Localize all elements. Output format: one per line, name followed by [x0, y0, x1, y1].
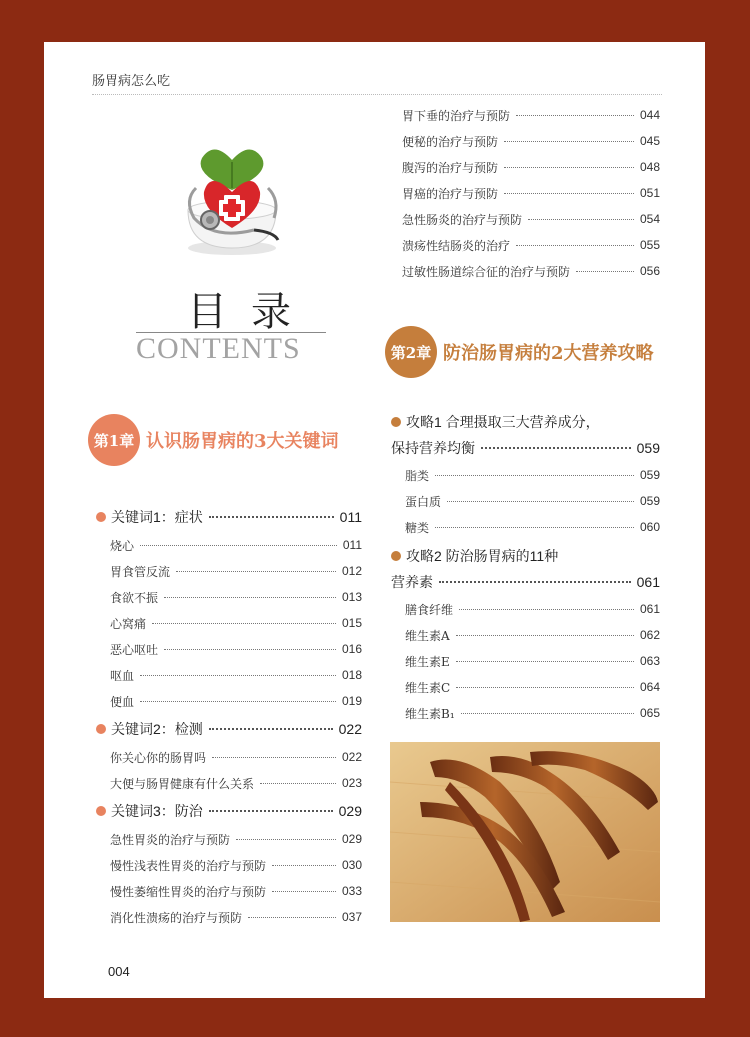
page-number: 022 — [338, 721, 362, 737]
entry-page: 022 — [341, 750, 362, 764]
toc-group-heading[interactable] — [391, 544, 660, 596]
dot-leader — [248, 917, 336, 918]
entry-label: 维生素B₁ — [405, 706, 455, 721]
entry-label: 腹泻的治疗与预防 — [402, 160, 499, 175]
dot-leader — [439, 581, 631, 583]
entry-label: 胃癌的治疗与预防 — [402, 186, 499, 201]
toc-group-heading[interactable] — [96, 718, 362, 740]
dot-leader — [456, 661, 634, 662]
dot-leader — [140, 545, 337, 546]
entry-label: 膳食纤维 — [405, 602, 454, 617]
entry-label: 慢性浅表性胃炎的治疗与预防 — [110, 858, 267, 873]
bullet-dot-icon — [96, 512, 106, 522]
entry-label: 呕血 — [110, 668, 135, 683]
entry-label: 恶心呕吐 — [110, 642, 159, 657]
toc-subtitle: CONTENTS — [136, 332, 301, 365]
bullet-dot-icon — [96, 806, 106, 816]
entry-page: 023 — [341, 776, 362, 790]
entry-page: 060 — [639, 520, 660, 534]
entry-label: 维生素E — [405, 654, 450, 669]
dot-leader — [504, 167, 634, 168]
toc-entry[interactable] — [388, 232, 660, 258]
toc-entry[interactable] — [391, 622, 660, 648]
toc-entry[interactable] — [388, 258, 660, 284]
dot-leader — [152, 623, 336, 624]
entry-label: 过敏性肠道综合征的治疗与预防 — [402, 264, 571, 279]
toc-entry[interactable] — [96, 584, 362, 610]
dot-leader — [140, 675, 336, 676]
bullet-dot-icon — [391, 551, 401, 561]
entry-label: 心窝痛 — [110, 616, 147, 631]
entry-label: 食欲不振 — [110, 590, 159, 605]
dot-leader — [164, 597, 336, 598]
dot-leader — [209, 516, 334, 518]
page-number: 011 — [339, 509, 362, 525]
entry-page: 055 — [639, 238, 660, 252]
entry-page: 044 — [639, 108, 660, 122]
entry-page: 048 — [639, 160, 660, 174]
heart-stethoscope-logo-icon — [174, 140, 289, 260]
dot-leader — [504, 141, 634, 142]
group-label: 攻略2 防治肠胃病的11种 — [406, 548, 559, 564]
chapter2-toc — [391, 410, 660, 726]
dot-leader — [435, 527, 634, 528]
group-label-cont: 营养素 — [391, 574, 433, 590]
entry-page: 029 — [341, 832, 362, 846]
dot-leader — [456, 687, 634, 688]
group-label: 关键词3：防治 — [111, 803, 203, 819]
entry-page: 019 — [341, 694, 362, 708]
toc-entry[interactable] — [96, 770, 362, 796]
entry-label: 糖类 — [405, 520, 430, 535]
page-number-footer: 004 — [108, 964, 130, 979]
chapter1-toc — [96, 506, 362, 930]
entry-label: 便血 — [110, 694, 135, 709]
chapter1-badge: 第1章 — [88, 414, 140, 466]
toc-entry[interactable] — [96, 558, 362, 584]
entry-label: 溃疡性结肠炎的治疗 — [402, 238, 511, 253]
toc-entry[interactable] — [96, 662, 362, 688]
dot-leader — [516, 245, 634, 246]
continued-toc — [388, 102, 660, 284]
dot-leader — [212, 757, 336, 758]
entry-page: 062 — [639, 628, 660, 642]
dot-leader — [260, 783, 336, 784]
entry-page: 045 — [639, 134, 660, 148]
chapter2-badge: 第2章 — [385, 326, 437, 378]
ginseng-photo — [390, 742, 660, 922]
entry-label: 慢性萎缩性胃炎的治疗与预防 — [110, 884, 267, 899]
chapter1-title: 认识肠胃病的3大关键词 — [146, 431, 339, 452]
entry-page: 030 — [341, 858, 362, 872]
entry-page: 018 — [341, 668, 362, 682]
group-label: 关键词1：症状 — [111, 509, 203, 525]
entry-page: 059 — [639, 468, 660, 482]
entry-label: 胃下垂的治疗与预防 — [402, 108, 511, 123]
toc-entry[interactable] — [388, 206, 660, 232]
toc-entry[interactable] — [96, 610, 362, 636]
entry-label: 大便与肠胃健康有什么关系 — [110, 776, 255, 791]
toc-entry[interactable] — [388, 128, 660, 154]
group-label: 攻略1 合理摄取三大营养成分， — [406, 414, 600, 430]
dot-leader — [447, 501, 634, 502]
entry-page: 051 — [639, 186, 660, 200]
page-number: 059 — [636, 440, 660, 456]
entry-label: 胃食管反流 — [110, 564, 171, 579]
entry-label: 急性肠炎的治疗与预防 — [402, 212, 523, 227]
toc-entry[interactable] — [96, 532, 362, 558]
toc-group-heading[interactable] — [96, 800, 362, 822]
entry-page: 063 — [639, 654, 660, 668]
entry-label: 维生素A — [405, 628, 450, 643]
toc-entry[interactable] — [96, 904, 362, 930]
dot-leader — [435, 475, 634, 476]
toc-entry[interactable] — [96, 878, 362, 904]
dot-leader — [528, 219, 634, 220]
dot-leader — [481, 447, 631, 449]
book-page — [44, 42, 705, 998]
dot-leader — [504, 193, 634, 194]
dot-leader — [236, 839, 336, 840]
toc-entry[interactable] — [391, 488, 660, 514]
entry-label: 消化性溃疡的治疗与预防 — [110, 910, 243, 925]
entry-page: 016 — [341, 642, 362, 656]
entry-page: 011 — [342, 538, 362, 552]
toc-entry[interactable] — [96, 852, 362, 878]
dot-leader — [272, 891, 336, 892]
entry-page: 015 — [341, 616, 362, 630]
toc-entry[interactable] — [391, 674, 660, 700]
dot-leader — [459, 609, 634, 610]
entry-label: 你关心你的肠胃吗 — [110, 750, 207, 765]
page-number: 061 — [636, 574, 660, 590]
chapter2-title: 防治肠胃病的2大营养攻略 — [443, 343, 654, 364]
entry-page: 033 — [341, 884, 362, 898]
toc-entry[interactable] — [391, 596, 660, 622]
chapter1-banner — [88, 414, 339, 466]
group-label-cont: 保持营养均衡 — [391, 440, 475, 456]
dot-leader — [272, 865, 336, 866]
entry-page: 054 — [639, 212, 660, 226]
toc-entry[interactable] — [391, 700, 660, 726]
dot-leader — [461, 713, 634, 714]
toc-entry[interactable] — [96, 744, 362, 770]
entry-label: 蛋白质 — [405, 494, 442, 509]
entry-page: 065 — [639, 706, 660, 720]
toc-entry[interactable] — [391, 462, 660, 488]
entry-page: 012 — [341, 564, 362, 578]
running-head: 肠胃病怎么吃 — [92, 70, 662, 95]
dot-leader — [209, 810, 333, 812]
toc-entry[interactable] — [391, 514, 660, 540]
dot-leader — [456, 635, 634, 636]
entry-page: 059 — [639, 494, 660, 508]
toc-group-heading[interactable] — [391, 410, 660, 462]
entry-page: 037 — [341, 910, 362, 924]
toc-entry[interactable] — [388, 154, 660, 180]
page-number: 029 — [338, 803, 362, 819]
toc-entry[interactable] — [388, 102, 660, 128]
dot-leader — [176, 571, 336, 572]
entry-label: 便秘的治疗与预防 — [402, 134, 499, 149]
entry-page: 013 — [341, 590, 362, 604]
bullet-dot-icon — [391, 417, 401, 427]
entry-page: 064 — [639, 680, 660, 694]
dot-leader — [209, 728, 333, 730]
dot-leader — [164, 649, 336, 650]
dot-leader — [516, 115, 634, 116]
toc-entry[interactable] — [96, 688, 362, 714]
toc-group-heading[interactable] — [96, 506, 362, 528]
toc-title: 目录 — [187, 289, 315, 335]
toc-entry[interactable] — [391, 648, 660, 674]
entry-label: 烧心 — [110, 538, 135, 553]
toc-entry[interactable] — [96, 636, 362, 662]
bullet-dot-icon — [96, 724, 106, 734]
dot-leader — [140, 701, 336, 702]
entry-label: 维生素C — [405, 680, 451, 695]
entry-page: 061 — [639, 602, 660, 616]
group-label: 关键词2：检测 — [111, 721, 203, 737]
toc-entry[interactable] — [388, 180, 660, 206]
entry-label: 急性胃炎的治疗与预防 — [110, 832, 231, 847]
entry-label: 脂类 — [405, 468, 430, 483]
toc-entry[interactable] — [96, 826, 362, 852]
chapter2-banner — [385, 326, 654, 378]
dot-leader — [576, 271, 634, 272]
entry-page: 056 — [639, 264, 660, 278]
